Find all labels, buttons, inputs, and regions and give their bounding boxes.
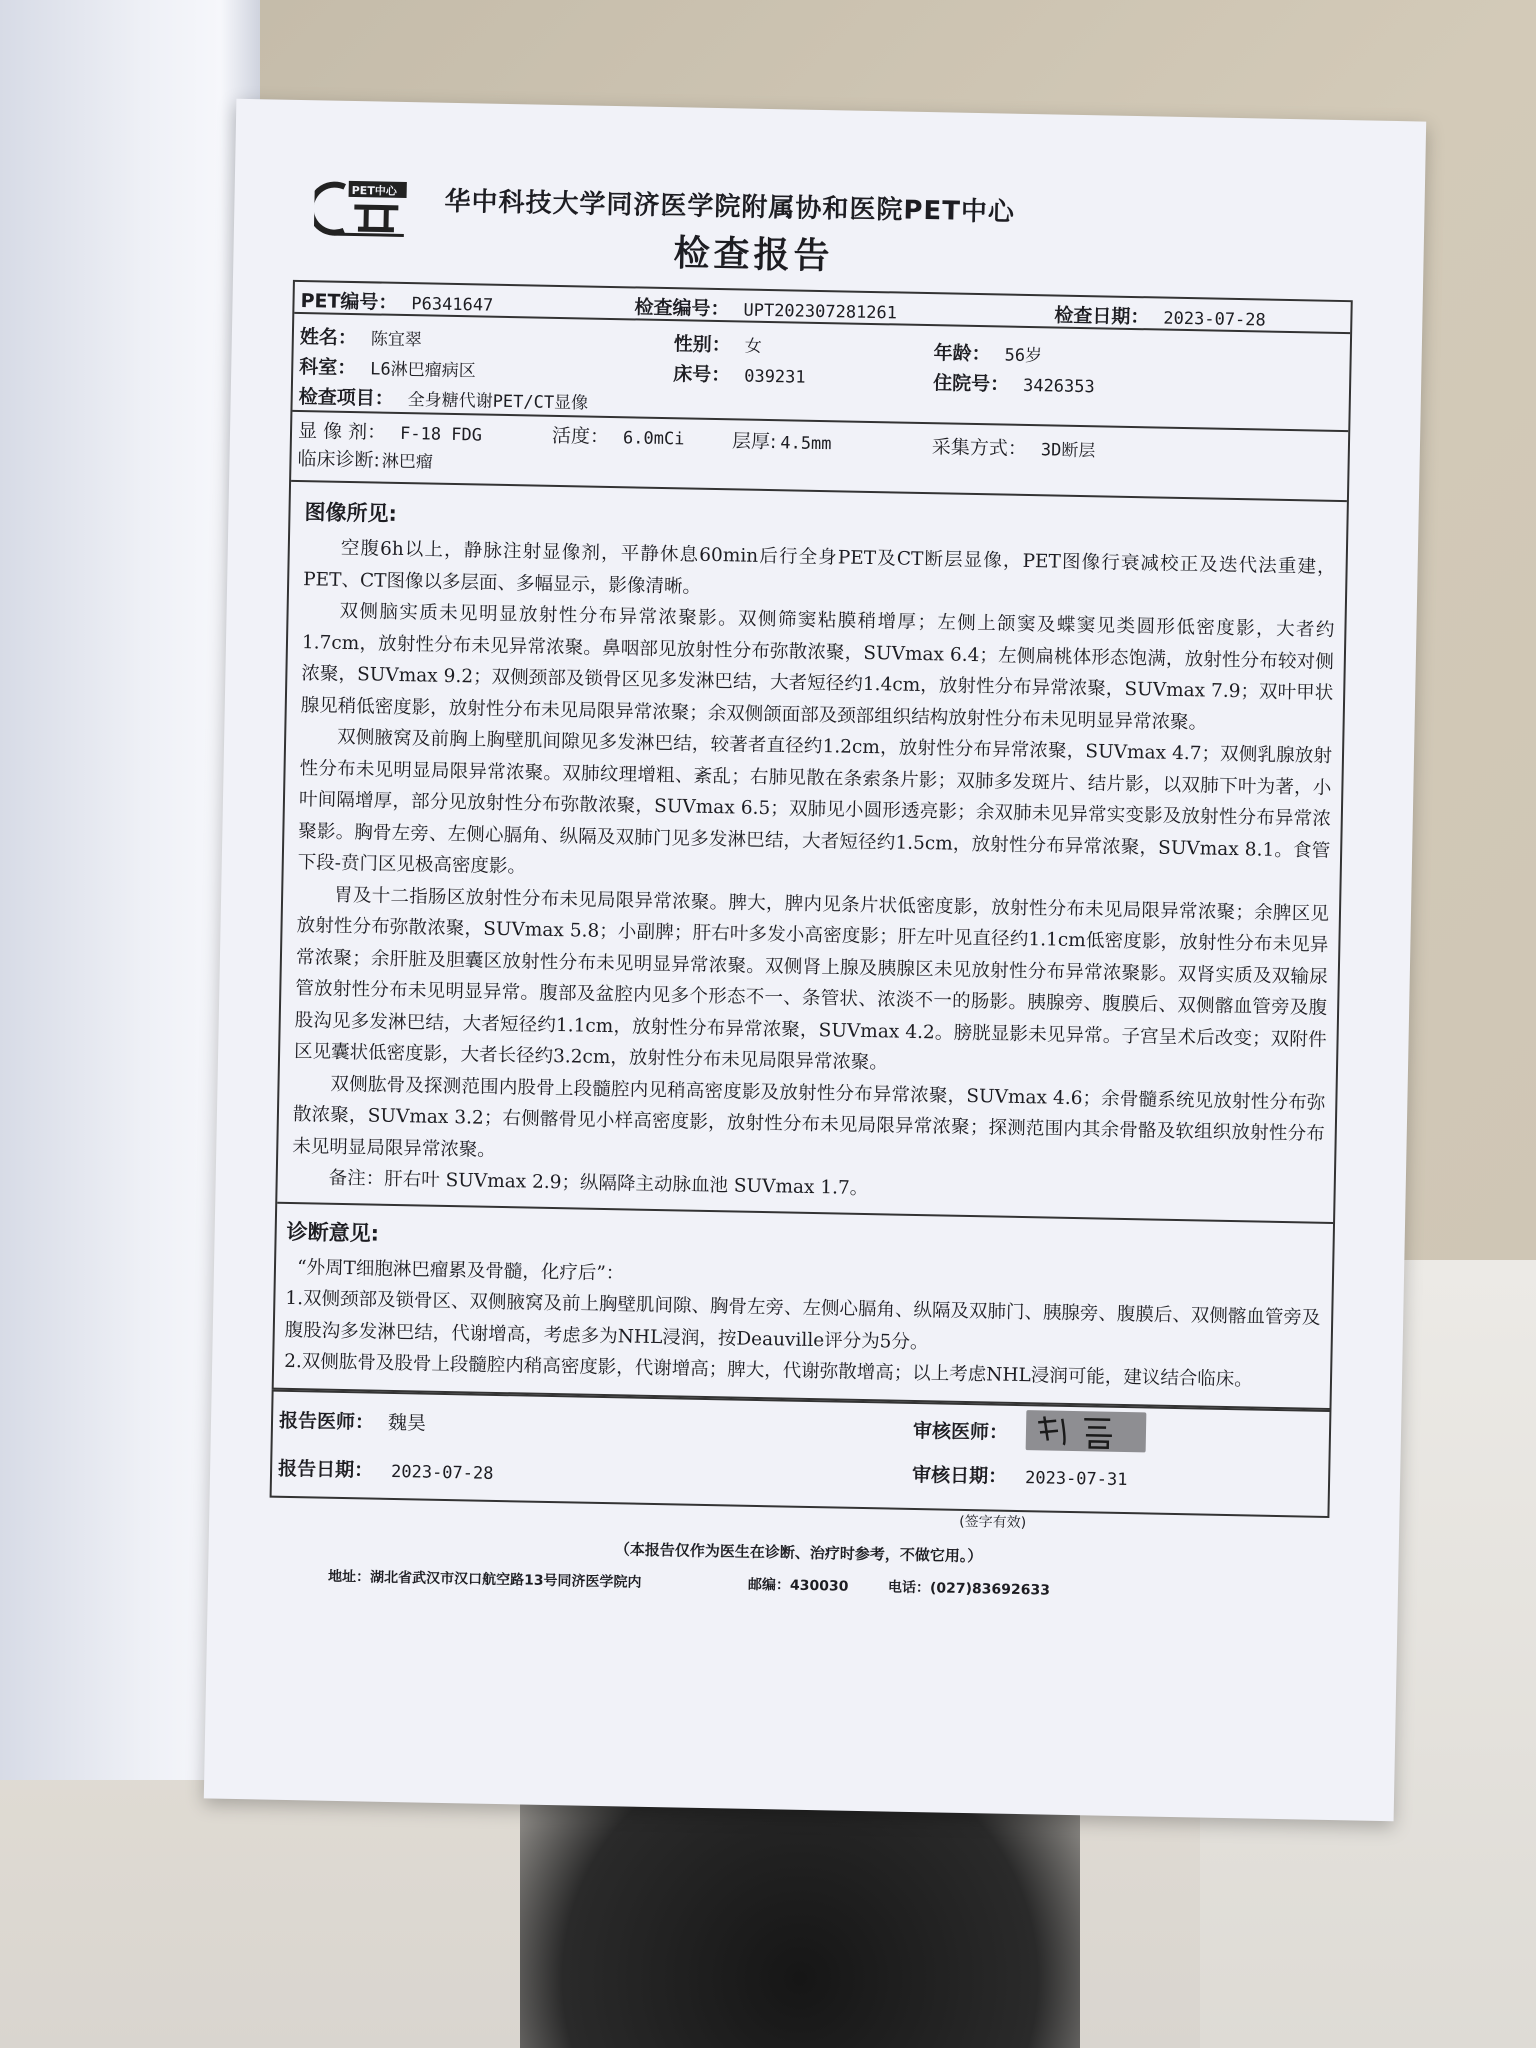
findings-paragraph: 双侧脑实质未见明显放射性分布异常浓聚影。双侧筛窦粘膜稍增厚；左侧上颌窦及蝶窦见类圆形低密度影，大者约1.7cm，放射性分布未见异常浓聚。鼻咽部见放射性分布弥散浓聚，SUVmax 6.4；左侧扁桃体形态饱满，放射性分布较对侧浓聚，SUVmax 9.2；双侧颈部及锁骨区见多发淋巴结，大者短径约1.4cm，放射性分布异常浓聚，SUVmax 7.9；双叶甲状腺见稍低密度影，放射性分布未见局限异常浓聚；余双侧颌面部及颈部组织结构放射性分布未见明显异常浓聚。 <box>300 600 1335 733</box>
reviewer-signature <box>1025 1410 1146 1452</box>
reviewer-label: 审核医师： <box>912 1419 1009 1444</box>
hospital-name: 华中科技大学同济医学院附属协和医院PET中心 <box>444 186 1016 228</box>
signature-valid-note: (签字有效) <box>959 1513 1027 1531</box>
report-page <box>204 99 1426 1822</box>
mode-label: 采集方式： <box>931 436 1028 460</box>
slice-label: 层厚: <box>731 430 777 454</box>
review-date-row <box>912 1459 1128 1493</box>
footer-contact <box>268 1564 1328 1608</box>
signoff-box <box>270 1389 1332 1517</box>
footer-postcode: 邮编：430030 <box>747 1576 849 1595</box>
findings-paragraph: 空腹6h以上，静脉注射显像剂，平静休息60min后行全身PET及CT断层显像，PET图像行衰减校正及迭代法重建，PET、CT图像以多层面、多幅显示，影像清晰。 <box>303 537 1336 598</box>
findings-paragraph: 双侧腋窝及前胸上胸壁肌间隙见多发淋巴结，较著者直径约1.2cm，放射性分布异常浓聚，SUVmax 4.7；双侧乳腺放射性分布未见明显局限异常浓聚。双肺纹理增粗、紊乱；右肺见散在条索条片影；双肺多发斑片、结片影，以双肺下叶为著，小叶间隔增厚，部分见放射性分布弥散浓聚，SUVmax 6.5；双肺见小圆形透亮影；余双肺未见异常实变影及放射性分布异常浓聚影。胸骨左旁、左侧心膈角、纵隔及双肺门见多发淋巴结，大者短径约1.5cm，放射性分布异常浓聚，SUVmax 8.1。食管下段-贲门区见极高密度影。 <box>297 726 1333 878</box>
age-label: 年龄： <box>933 342 991 366</box>
slice-value: 4.5mm <box>780 433 832 455</box>
doctor-value: 魏昊 <box>387 1411 427 1435</box>
bed-label: 床号： <box>673 363 731 387</box>
doctor-row <box>279 1405 427 1438</box>
sex-value: 女 <box>744 336 762 357</box>
dept-label: 科室： <box>299 355 357 380</box>
findings-paragraph: 胃及十二指肠区放射性分布未见局限异常浓聚。脾大，脾内见条片状低密度影，放射性分布未见局限异常浓聚；余脾区见放射性分布弥散浓聚，SUVmax 5.8；小副脾；肝右叶多发小高密度影；肝左叶见直径约1.1cm低密度影，放射性分布未见异常浓聚；余肝脏及胆囊区放射性分布未见明显异常浓聚。双侧肾上腺及胰腺区未见放射性分布异常浓聚影。双肾实质及双输尿管放射性分布未见明显异常。腹部及盆腔内见多个形态不一、条管状、浓淡不一的肠影。胰腺旁、腹膜后、双侧髂血管旁及腹股沟见多发淋巴结，大者短径约1.1cm，放射性分布异常浓聚，SUVmax 4.2。膀胱显影未见异常。子宫呈术后改变；双附件区见囊状低密度影，大者长径约3.2cm，放射性分布未见局限异常浓聚。 <box>293 884 1330 1074</box>
bed-value: 039231 <box>744 366 806 388</box>
reviewer-row <box>913 1411 1146 1445</box>
report-header <box>293 160 1355 300</box>
activity-value: 6.0mCi <box>622 428 685 450</box>
report-date-row <box>278 1453 494 1487</box>
pet-no-label: PET编号： <box>300 290 398 314</box>
exam-item-label: 检查项目： <box>298 385 394 410</box>
dept-value: L6淋巴瘤病区 <box>370 359 476 382</box>
pet-no-value: P6341647 <box>411 294 494 316</box>
findings-note: 备注：肝右叶 SUVmax 2.9；纵隔降主动脉血池 SUVmax 1.7。 <box>328 1167 869 1200</box>
sex-label: 性别： <box>673 333 732 357</box>
activity-label: 活度： <box>551 424 610 448</box>
exam-date-label: 检查日期： <box>1054 304 1150 329</box>
name-value: 陈宜翠 <box>370 329 423 351</box>
review-date-value: 2023-07-31 <box>1024 1467 1128 1490</box>
agent-value: F-18 FDG <box>399 423 483 446</box>
svg-text:PET中心: PET中心 <box>351 183 397 198</box>
clinical-label: 临床诊断: <box>297 447 381 472</box>
findings-section <box>277 482 1347 1224</box>
diagnosis-item: 1.双侧颈部及锁骨区、双侧腋窝及前上胸壁肌间隙、胸骨左旁、左侧心膈角、纵隔及双肺门、胰腺旁、腹膜后、双侧髂血管旁及腹股沟多发淋巴结，代谢增高，考虑多为NHL浸润，按Deauville评分为5分。 <box>284 1287 1321 1353</box>
report-frame <box>272 280 1353 1410</box>
clinical-value: 淋巴瘤 <box>381 451 434 473</box>
diagnosis-intro: “外周T细胞淋巴瘤累及骨髓，化疗后”： <box>296 1256 625 1284</box>
findings-title: 图像所见: <box>304 500 398 526</box>
agent-label: 显 像 剂： <box>297 419 387 444</box>
diagnosis-item: 2.双侧肱骨及股骨上段髓腔内稍高密度影，代谢增高；脾大，代谢弥散增高；以上考虑NHL浸润可能，建议结合临床。 <box>283 1350 1253 1391</box>
report-date-label: 报告日期： <box>277 1457 374 1482</box>
disclaimer-note: （本报告仅作为医生在诊断、治疗时参考，不做它用。） <box>614 1539 983 1565</box>
footer-phone: 电话：(027)83692633 <box>887 1579 1051 1599</box>
mode-value: 3D断层 <box>1040 440 1096 462</box>
review-date-label: 审核日期： <box>911 1463 1008 1488</box>
report-content <box>268 160 1355 1609</box>
pet-center-logo <box>314 178 411 240</box>
report-date-value: 2023-07-28 <box>390 1461 494 1484</box>
exam-no-label: 检查编号： <box>634 296 730 321</box>
diagnosis-title: 诊断意见: <box>286 1219 380 1246</box>
age-value: 56岁 <box>1004 345 1043 367</box>
exam-item-value: 全身糖代谢PET/CT显像 <box>407 390 589 414</box>
exam-date-value: 2023-07-28 <box>1163 308 1266 331</box>
inpatient-value: 3426353 <box>1022 375 1095 398</box>
diagnosis-section <box>274 1203 1333 1407</box>
findings-paragraph: 双侧肱骨及探测范围内股骨上段髓腔内见稍高密度影及放射性分布异常浓聚，SUVmax 4.6；余骨髓系统见放射性分布弥散浓聚，SUVmax 3.2；右侧髂骨见小样高密度影，放射性分布未见局限异常浓聚；探测范围内其余骨骼及软组织放射性分布未见明显局限异常浓聚。 <box>292 1073 1326 1161</box>
name-label: 姓名： <box>299 325 358 350</box>
inpatient-label: 住院号： <box>932 372 1010 396</box>
exam-no-value: UPT202307281261 <box>743 300 898 324</box>
report-title: 检查报告 <box>673 233 834 278</box>
footer-address: 地址：湖北省武汉市汉口航空路13号同济医学院内 <box>327 1568 642 1591</box>
doctor-label: 报告医师： <box>278 1409 375 1434</box>
